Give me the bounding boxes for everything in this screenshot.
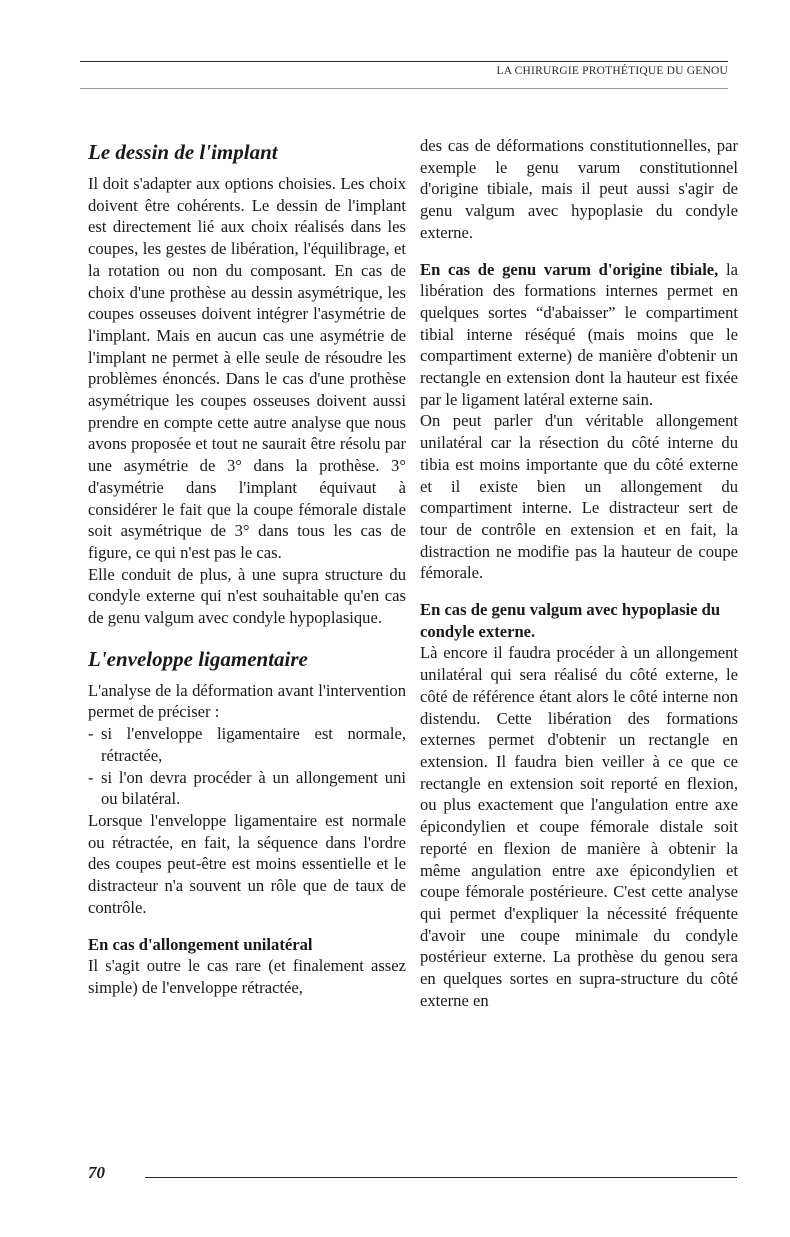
header-rule (80, 88, 728, 89)
paragraph: Lorsque l'enveloppe ligamentaire est normale ou rétractée, en fait, la séquence dans l'ordre des coupes peut-être est moins essentielle et le distracteur n'a souvent un rôle que de taux de contrôle. (88, 810, 406, 917)
inline-subhead: En cas de genu varum d'origine tibiale, (420, 259, 719, 279)
subsection-genu-valgum (420, 599, 738, 1011)
subsection-unilateral-lengthening (88, 934, 406, 999)
footer-rule (145, 1177, 737, 1178)
bullet-list (88, 723, 406, 810)
paragraph: L'analyse de la déformation avant l'intervention permet de préciser : (88, 680, 406, 722)
top-rule (80, 61, 728, 62)
paragraph: Il doit s'adapter aux options choisies. Les choix doivent être cohérents. Le dessin de l'implant est directement lié aux choix réalisés dans les coupes, les gestes de libération, l'équilibrage, et la rotation ou non du composant. En cas de choix d'une prothèse au dessin asymétrique, les coupes osseuses doivent intégrer l'asymétrie de l'implant. Mais en aucun cas une asymétrie de l'implant ne permet à elle seule de résoudre les problèmes énoncés. Dans le cas d'une prothèse asymétrique les coupes osseuses doivent aussi prendre en compte cette autre analyse que nous avons proposée et tout ne saurait être résolu par une asymétrie de 3° dans la prothèse. 3° d'asymétrie dans l'implant équivaut à considérer le fait que la coupe fémorale distale soit asymétrique de 3° dans tous les cas de figure, ce qui n'est pas le cas. (88, 174, 406, 562)
paragraph-genu-varum (420, 259, 738, 411)
list-bullet: - (88, 724, 94, 744)
paragraph: Là encore il faudra procéder à un allongement unilatéral qui sera réalisé du côté externe, le côté de référence étant alors le côté interne non distendu. Cette libération des formations externes permet d'obtenir un rectangle en extension. Il faudra bien veiller à ce que ce rectangle en extension soit reporté en flexion, ou plus exactement que l'angulation entre axe épicondylien et coupe fémorale distale soit reporté en flexion de manière à obtenir la même angulation entre axe épicondylien et coupe fémorale postérieure. C'est cette analyse qui permet d'expliquer la nécessité fréquente d'avoir une coupe minimale du condyle postérieur externe. La prothèse du genou sera en quelques sortes en supra-structure du côté externe en (420, 643, 738, 1010)
subsection-title: En cas de genu valgum avec hypoplasie du condyle externe. (420, 600, 721, 641)
paragraph-text: la libération des formations internes permet en quelques sortes “d'abaisser” le compartiment tibial interne réséqué (mais moins que le compartiment externe) de manière d'obtenir un rectangle en extension dont la hauteur est fixée par le ligament latéral externe sain. (420, 259, 738, 409)
list-item (88, 723, 406, 766)
running-head: LA CHIRURGIE PROTHÉTIQUE DU GENOU (496, 65, 728, 77)
paragraph: Elle conduit de plus, à une supra structure du condyle externe qui n'est souhaitable qu'en cas de genu valgum avec condyle hypoplasique. (88, 564, 406, 628)
paragraph: des cas de déformations constitutionnelles, par exemple le genu varum constitutionnel d'origine tibiale, mais il peut aussi s'agir de genu valgum avec hypoplasie du condyle externe. (420, 136, 738, 242)
paragraph: On peut parler d'un véritable allongement unilatéral car la résection du côté interne du tibia est moins importante que du côté externe et il existe bien un allongement du compartiment interne. Le distracteur sert de tour de contrôle en extension et en fait, la distraction ne modifie pas la hauteur de coupe fémorale. (420, 411, 738, 583)
list-item-text: si l'on devra procéder à un allongement uni ou bilatéral. (101, 767, 406, 809)
section-title-ligament-envelope: L'enveloppe ligamentaire (88, 646, 308, 671)
page-number: 70 (88, 1163, 105, 1182)
paragraph: Il s'agit outre le cas rare (et finalement assez simple) de l'enveloppe rétractée, (88, 956, 406, 997)
section-title-implant-design: Le dessin de l'implant (88, 140, 278, 164)
left-column (88, 132, 406, 999)
list-item (88, 767, 406, 810)
right-column (420, 135, 738, 1011)
subsection-title: En cas d'allongement unilatéral (88, 934, 313, 954)
list-item-text: si l'enveloppe ligamentaire est normale, rétractée, (101, 724, 406, 765)
list-bullet: - (88, 767, 94, 787)
